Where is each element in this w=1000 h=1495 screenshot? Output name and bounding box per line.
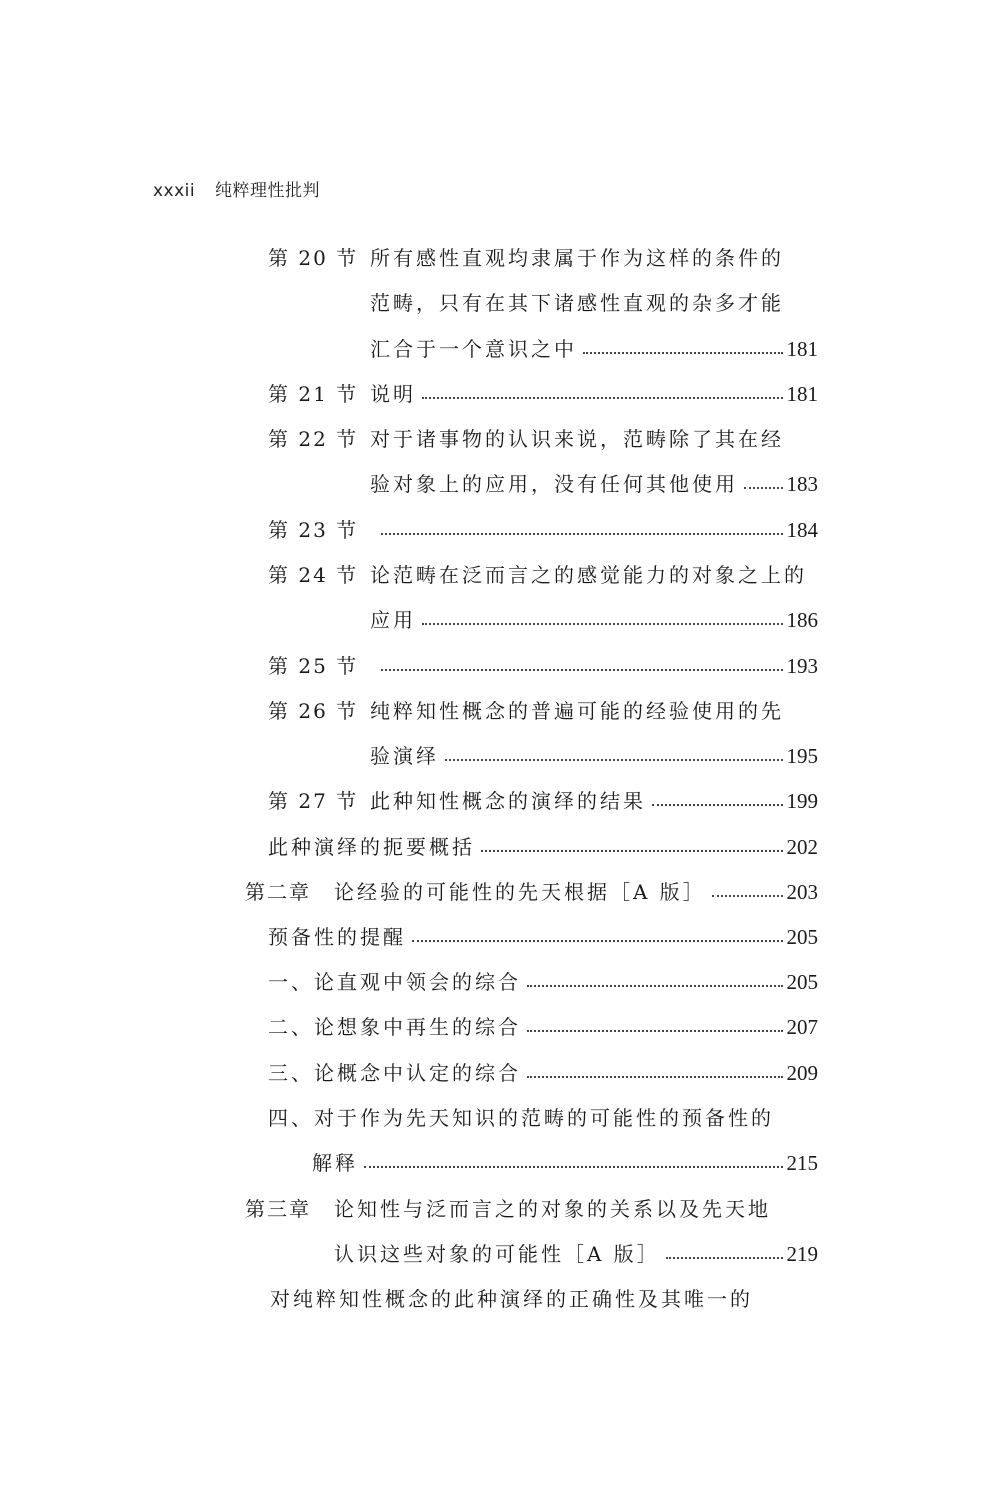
toc-entry-line[interactable] <box>370 604 818 636</box>
toc-page-number: 203 <box>786 880 818 904</box>
toc-entry-title: 此种演绎的扼要概括 <box>268 835 475 859</box>
toc-entry-line[interactable] <box>370 378 818 410</box>
toc-entry-title: 所有感性直观均隶属于作为这样的条件的 <box>370 246 784 270</box>
book-title: 纯粹理性批判 <box>215 181 321 201</box>
toc-entry-line <box>334 1193 771 1225</box>
dot-leader <box>527 985 783 987</box>
toc-entry-title: 验对象上的应用，没有任何其他使用 <box>370 472 738 497</box>
dot-leader <box>381 533 783 535</box>
toc-page-number: 199 <box>786 789 818 813</box>
toc-entry-title: 汇合于一个意识之中 <box>370 336 577 361</box>
dot-leader <box>445 759 783 761</box>
toc-entry-title: 验演绎 <box>370 744 439 769</box>
toc-entry-title: 认识这些对象的可能性［A 版］ <box>334 1242 660 1267</box>
toc-page-number: 202 <box>786 835 818 859</box>
toc-page-number: 183 <box>786 472 818 497</box>
toc-page-number: 207 <box>786 1015 818 1039</box>
toc-entry-title: 对于诸事物的认识来说，范畴除了其在经 <box>370 427 784 451</box>
toc-entry-line <box>270 1283 753 1315</box>
toc-entry-title: 三、论概念中认定的综合 <box>268 1061 521 1085</box>
toc-entry-line[interactable] <box>370 468 818 500</box>
toc-section-label: 第 21 节 <box>268 382 359 406</box>
toc-entry-title: 范畴，只有在其下诸感性直观的杂多才能 <box>370 291 784 316</box>
dot-leader <box>481 850 783 852</box>
toc-entry-line[interactable] <box>370 740 818 772</box>
toc-entry-line[interactable] <box>268 1011 818 1043</box>
toc-page-number: 219 <box>786 1242 818 1267</box>
toc-section-label: 第 24 节 <box>268 563 359 587</box>
toc-entry-line[interactable] <box>268 831 818 863</box>
dot-leader <box>712 895 783 897</box>
toc-page-number: 181 <box>786 336 818 361</box>
dot-leader <box>412 940 783 942</box>
toc-entry-line[interactable] <box>334 876 818 908</box>
toc-section-label: 第二章 <box>245 880 311 904</box>
toc-page-number: 186 <box>786 608 818 633</box>
toc-entry-line <box>370 559 807 591</box>
toc-entry-line[interactable] <box>370 333 818 365</box>
toc-section-label: 第 23 节 <box>268 518 359 542</box>
toc-section-label: 第 27 节 <box>268 789 359 813</box>
toc-entry-title: 说明 <box>370 382 416 406</box>
toc-section-label: 第 20 节 <box>268 246 359 270</box>
dot-leader <box>652 804 783 806</box>
toc-section-label: 第 25 节 <box>268 654 359 678</box>
toc-entry-line[interactable] <box>268 966 818 998</box>
toc-page-number: 181 <box>786 382 818 406</box>
dot-leader <box>422 623 783 625</box>
toc-page-number: 205 <box>786 925 818 949</box>
dot-leader <box>744 487 783 489</box>
toc-entry-title: 二、论想象中再生的综合 <box>268 1015 521 1039</box>
toc-page-number: 209 <box>786 1061 818 1085</box>
toc-section-label: 第 26 节 <box>268 699 359 723</box>
toc-page-number: 215 <box>786 1151 818 1176</box>
toc-page-number: 205 <box>786 970 818 994</box>
dot-leader <box>381 669 783 671</box>
toc-entry-line <box>370 242 784 274</box>
dot-leader <box>583 352 783 354</box>
toc-entry-title: 预备性的提醒 <box>268 925 406 949</box>
toc-entry-title: 一、论直观中领会的综合 <box>268 970 521 994</box>
toc-entry-line[interactable] <box>312 1147 818 1179</box>
toc-entry-title: 论经验的可能性的先天根据［A 版］ <box>334 880 706 904</box>
toc-entry-line[interactable] <box>268 921 818 953</box>
toc-entry-title: 四、对于作为先天知识的范畴的可能性的预备性的 <box>268 1106 774 1130</box>
dot-leader <box>364 1166 783 1168</box>
toc-entry-title: 应用 <box>370 608 416 633</box>
toc-entry-line[interactable] <box>370 785 818 817</box>
toc-entry-title: 论范畴在泛而言之的感觉能力的对象之上的 <box>370 563 807 587</box>
toc-entry-line <box>268 1102 774 1134</box>
dot-leader <box>422 397 783 399</box>
toc-entry-title: 此种知性概念的演绎的结果 <box>370 789 646 813</box>
toc-entry-line[interactable] <box>375 514 818 546</box>
dot-leader <box>666 1257 783 1259</box>
toc-entry-line[interactable] <box>268 1057 818 1089</box>
toc-entry-title: 论知性与泛而言之的对象的关系以及先天地 <box>334 1197 771 1221</box>
page-number: xxxii <box>153 181 196 201</box>
toc-page-number: 184 <box>786 518 818 542</box>
toc-page-number: 193 <box>786 654 818 678</box>
toc-section-label: 第三章 <box>245 1197 311 1221</box>
toc-entry-title: 解释 <box>312 1151 358 1176</box>
dot-leader <box>527 1030 783 1032</box>
toc-entry-line <box>370 423 784 455</box>
toc-entry-line <box>370 695 784 727</box>
toc-page-number: 195 <box>786 744 818 769</box>
toc-entry-line[interactable] <box>334 1238 818 1270</box>
toc-entry-line <box>370 287 784 319</box>
dot-leader <box>527 1076 783 1078</box>
toc-section-label: 第 22 节 <box>268 427 359 451</box>
toc-entry-line[interactable] <box>375 650 818 682</box>
toc-entry-title: 纯粹知性概念的普遍可能的经验使用的先 <box>370 699 784 723</box>
toc-entry-title: 对纯粹知性概念的此种演绎的正确性及其唯一的 <box>270 1287 753 1311</box>
